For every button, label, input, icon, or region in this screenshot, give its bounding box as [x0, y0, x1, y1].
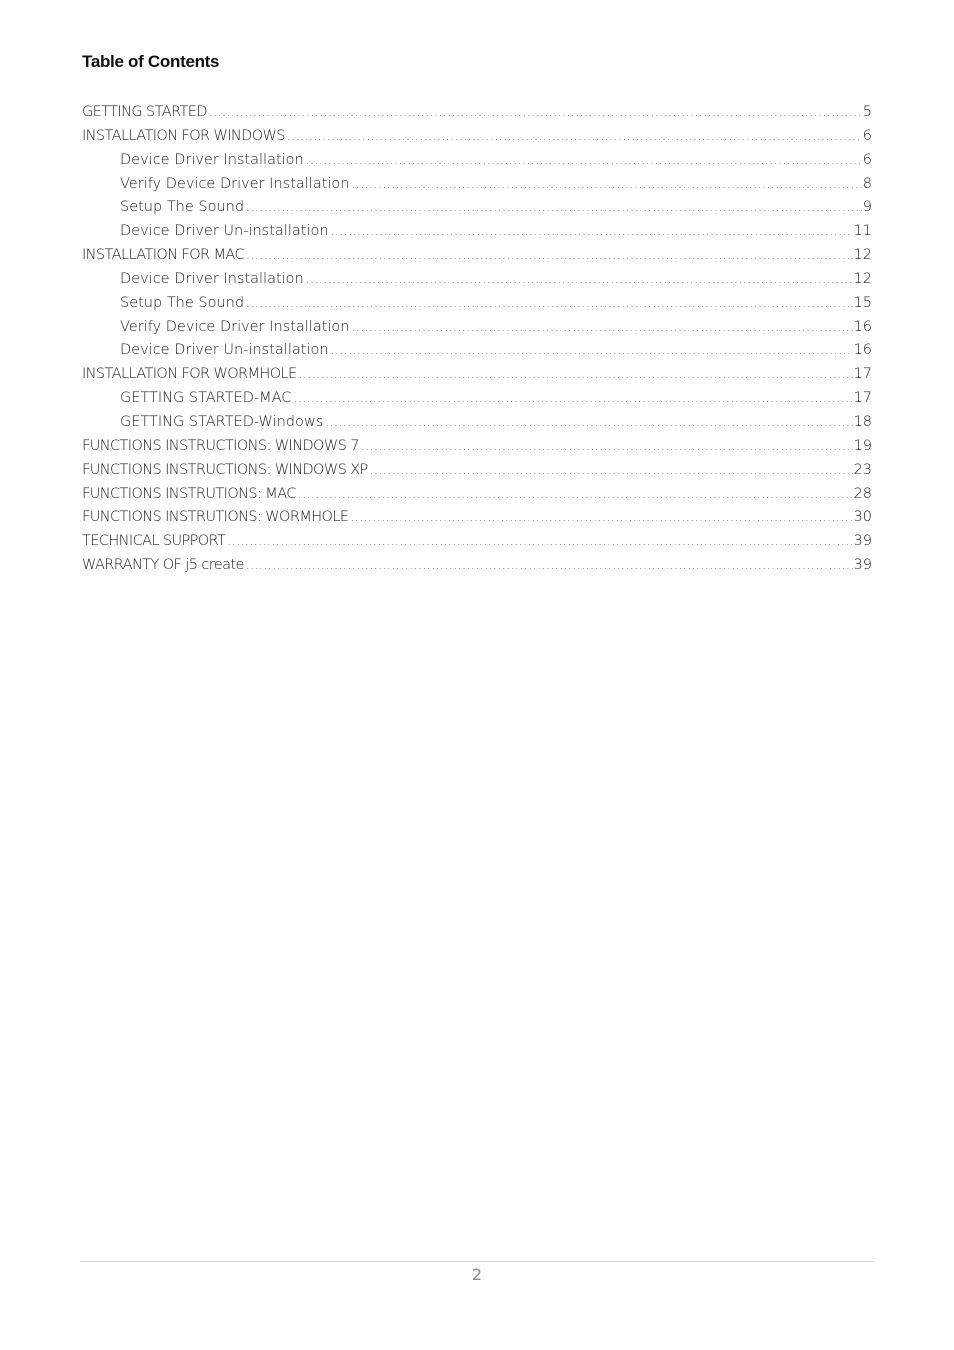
toc-entry[interactable] — [82, 128, 872, 152]
toc-entry-page-number: 9 — [862, 199, 872, 216]
toc-entry-title: GETTING STARTED — [82, 104, 207, 120]
toc-entry-page-number: 6 — [862, 127, 872, 144]
toc-entry-page-number: 39 — [853, 557, 872, 574]
toc-dot-leader — [293, 391, 852, 405]
toc-entry[interactable] — [82, 509, 872, 533]
footer-divider — [80, 1261, 874, 1262]
toc-entry-title: GETTING STARTED-Windows — [120, 413, 324, 430]
toc-entry[interactable] — [82, 414, 872, 438]
toc-entry-title: FUNCTIONS INSTRUCTIONS: WINDOWS XP — [82, 461, 368, 478]
toc-entry[interactable] — [82, 247, 872, 271]
toc-entry-title: INSTALLATION FOR MAC — [82, 247, 245, 264]
toc-dot-leader — [298, 487, 853, 501]
toc-entry[interactable] — [82, 462, 872, 486]
toc-entry-title: Device Driver Installation — [120, 151, 304, 168]
toc-entry-page-number: 19 — [853, 437, 872, 454]
toc-dot-leader — [246, 296, 852, 310]
toc-entry-page-number: 15 — [853, 294, 872, 311]
toc-entry-title: GETTING STARTED-MAC — [120, 390, 292, 407]
toc-entry[interactable] — [82, 366, 872, 390]
toc-dot-leader — [331, 343, 853, 357]
toc-entry-page-number: 5 — [862, 104, 872, 120]
toc-entry-title: Verify Device Driver Installation — [120, 318, 350, 335]
toc-dot-leader — [209, 105, 862, 119]
toc-dot-leader — [331, 224, 853, 238]
toc-dot-leader — [227, 534, 852, 548]
toc-entry-title: Device Driver Un-installation — [120, 342, 329, 359]
toc-entry-page-number: 16 — [853, 342, 872, 359]
toc-entry-title: TECHNICAL SUPPORT — [82, 533, 226, 550]
toc-entry[interactable] — [82, 295, 872, 319]
toc-entry-page-number: 39 — [853, 533, 872, 550]
toc-dot-leader — [325, 415, 852, 429]
toc-entry-page-number: 12 — [853, 270, 872, 287]
toc-entry-page-number: 17 — [853, 390, 872, 407]
toc-entry-title: WARRANTY OF j5 create — [82, 557, 244, 574]
toc-entry-page-number: 11 — [853, 223, 872, 240]
toc-entry[interactable] — [82, 390, 872, 414]
toc-entry-title: FUNCTIONS INSTRUCTIONS: WINDOWS 7 — [82, 437, 359, 454]
toc-entry-page-number: 17 — [853, 366, 872, 383]
toc-entry-title: Device Driver Un-installation — [120, 223, 329, 240]
toc-entry-title: Setup The Sound — [120, 199, 245, 216]
toc-dot-leader — [306, 153, 862, 167]
toc-entry-page-number: 18 — [853, 413, 872, 430]
toc-dot-leader — [287, 129, 862, 143]
toc-entry-page-number: 30 — [853, 509, 872, 526]
toc-entry[interactable] — [82, 223, 872, 247]
toc-dot-leader — [246, 558, 853, 572]
page-number: 2 — [471, 1265, 483, 1284]
table-of-contents — [82, 104, 872, 581]
toc-entry[interactable] — [82, 152, 872, 176]
toc-entry[interactable] — [82, 533, 872, 557]
toc-dot-leader — [361, 439, 853, 453]
toc-entry-title: INSTALLATION FOR WORMHOLE — [82, 366, 297, 383]
toc-entry-title: Setup The Sound — [120, 294, 245, 311]
toc-entry-page-number: 12 — [853, 247, 872, 264]
toc-dot-leader — [351, 320, 852, 334]
toc-entry-title: FUNCTIONS INSTRUTIONS: MAC — [82, 485, 296, 502]
toc-entry[interactable] — [82, 319, 872, 343]
toc-dot-leader — [306, 272, 853, 286]
toc-dot-leader — [351, 177, 861, 191]
toc-entry-page-number: 16 — [853, 318, 872, 335]
toc-entry-title: FUNCTIONS INSTRUTIONS: WORMHOLE — [82, 509, 349, 526]
toc-entry[interactable] — [82, 199, 872, 223]
toc-entry[interactable] — [82, 342, 872, 366]
toc-entry-page-number: 28 — [853, 485, 872, 502]
toc-dot-leader — [299, 367, 853, 381]
toc-entry[interactable] — [82, 486, 872, 510]
toc-heading: Table of Contents — [82, 52, 220, 71]
toc-entry[interactable] — [82, 176, 872, 200]
toc-entry-title: Device Driver Installation — [120, 270, 304, 287]
toc-entry[interactable] — [82, 557, 872, 581]
toc-entry-title: INSTALLATION FOR WINDOWS — [82, 127, 285, 144]
toc-entry[interactable] — [82, 104, 872, 128]
toc-dot-leader — [246, 200, 862, 214]
toc-dot-leader — [246, 248, 853, 262]
toc-entry-title: Verify Device Driver Installation — [120, 175, 350, 192]
toc-entry-page-number: 6 — [862, 151, 872, 168]
toc-entry[interactable] — [82, 271, 872, 295]
toc-entry[interactable] — [82, 438, 872, 462]
toc-entry-page-number: 8 — [862, 175, 872, 192]
toc-dot-leader — [350, 510, 852, 524]
toc-entry-page-number: 23 — [853, 461, 872, 478]
toc-dot-leader — [370, 463, 853, 477]
